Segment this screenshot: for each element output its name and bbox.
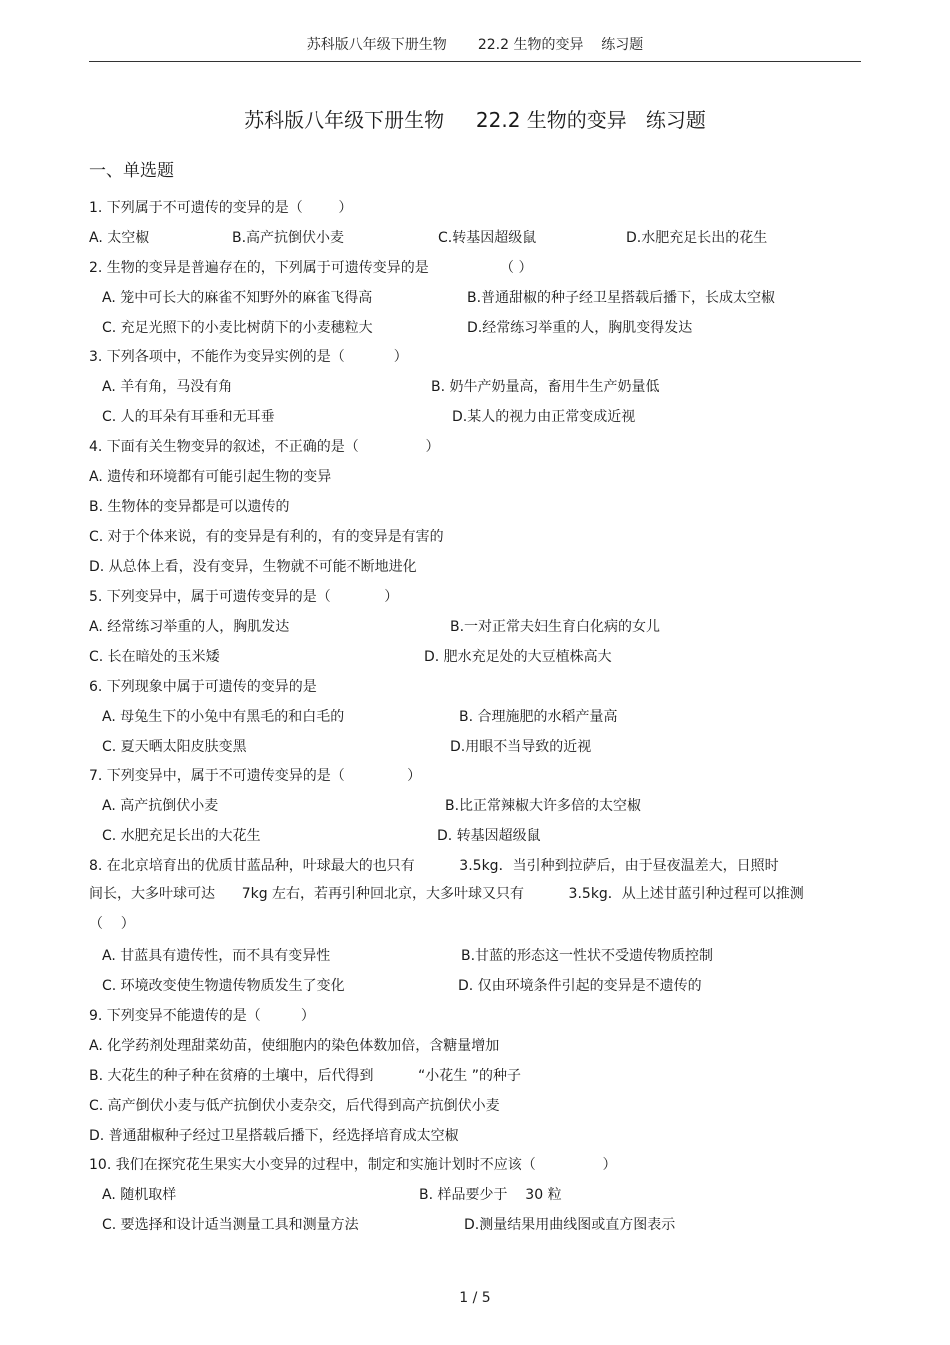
question-4-option-a: A. 遗传和环境都有可能引起生物的变异 bbox=[89, 469, 332, 485]
question-8-option-b: B.甘蓝的形态这一性状不受遗传物质控制 bbox=[461, 948, 714, 964]
question-8-option-a: A. 甘蓝具有遗传性，而不具有变异性 bbox=[102, 948, 331, 964]
question-6-option-c: C. 夏天晒太阳皮肤变黑 bbox=[102, 739, 247, 755]
question-8-stem-line2: 间长，大多叶球可达 7kg 左右，若再引种回北京，大多叶球又只有 3.5kg．从上述甘蓝引种过程可以推测 bbox=[89, 886, 804, 902]
question-4-stem: 4. 下面有关生物变异的叙述，不正确的是（ ） bbox=[89, 439, 440, 455]
question-6-stem: 6. 下列现象中属于可遗传的变异的是 bbox=[89, 679, 317, 695]
question-6-option-b: B. 合理施肥的水稻产量高 bbox=[459, 709, 618, 725]
question-1-option-d: D.水肥充足长出的花生 bbox=[626, 230, 768, 246]
question-10-option-a: A. 随机取样 bbox=[102, 1187, 177, 1203]
question-3-option-d: D.某人的视力由正常变成近视 bbox=[452, 409, 636, 425]
question-7-option-c: C. 水肥充足长出的大花生 bbox=[102, 828, 261, 844]
question-9-stem: 9. 下列变异不能遗传的是（ ） bbox=[89, 1008, 315, 1024]
question-7-option-d: D. 转基因超级鼠 bbox=[437, 828, 541, 844]
page-number: 1 / 5 bbox=[459, 1290, 491, 1306]
question-5-option-d: D. 肥水充足处的大豆植株高大 bbox=[424, 649, 612, 665]
question-5-option-a: A. 经常练习举重的人，胸肌发达 bbox=[89, 619, 290, 635]
question-10-option-d: D.测量结果用曲线图或直方图表示 bbox=[464, 1217, 676, 1233]
question-5-option-b: B.一对正常夫妇生育白化病的女儿 bbox=[450, 619, 661, 635]
question-3-stem: 3. 下列各项中，不能作为变异实例的是（ ） bbox=[89, 349, 408, 365]
question-4-option-d: D. 从总体上看，没有变异，生物就不可能不断地进化 bbox=[89, 559, 417, 575]
header-divider bbox=[89, 61, 861, 62]
question-8-option-c: C. 环境改变使生物遗传物质发生了变化 bbox=[102, 978, 345, 994]
question-7-option-b: B.比正常辣椒大许多倍的太空椒 bbox=[445, 798, 642, 814]
question-10-option-c: C. 要选择和设计适当测量工具和测量方法 bbox=[102, 1217, 359, 1233]
question-8-option-d: D. 仅由环境条件引起的变异是不遗传的 bbox=[458, 978, 702, 994]
question-7-stem: 7. 下列变异中，属于不可遗传变异的是（ ） bbox=[89, 768, 422, 784]
question-9-option-b: B. 大花生的种子种在贫瘠的土壤中，后代得到 “小花生 ”的种子 bbox=[89, 1068, 521, 1084]
question-1-option-b: B.高产抗倒伏小麦 bbox=[232, 230, 345, 246]
document-title: 苏科版八年级下册生物 22.2 生物的变异 练习题 bbox=[244, 108, 706, 132]
question-9-option-c: C. 高产倒伏小麦与低产抗倒伏小麦杂交，后代得到高产抗倒伏小麦 bbox=[89, 1098, 500, 1114]
question-3-option-b: B. 奶牛产奶量高，畜用牛生产奶量低 bbox=[431, 379, 660, 395]
section-heading: 一、单选题 bbox=[89, 161, 174, 181]
question-1-option-c: C.转基因超级鼠 bbox=[438, 230, 537, 246]
question-2-option-a: A. 笼中可长大的麻雀不知野外的麻雀飞得高 bbox=[102, 290, 373, 306]
question-1-stem: 1. 下列属于不可遗传的变异的是（ ） bbox=[89, 200, 353, 216]
question-2-option-b: B.普通甜椒的种子经卫星搭载后播下，长成太空椒 bbox=[467, 290, 776, 306]
question-3-option-a: A. 羊有角，马没有角 bbox=[102, 379, 233, 395]
question-1-option-a: A. 太空椒 bbox=[89, 230, 150, 246]
question-4-option-c: C. 对于个体来说，有的变异是有利的，有的变异是有害的 bbox=[89, 529, 444, 545]
question-9-option-d: D. 普通甜椒种子经过卫星搭载后播下，经选择培育成太空椒 bbox=[89, 1128, 459, 1144]
question-2-option-d: D.经常练习举重的人，胸肌变得发达 bbox=[467, 320, 693, 336]
question-8-stem-line1: 8. 在北京培育出的优质甘蓝品种，叶球最大的也只有 3.5kg．当引种到拉萨后，由于昼夜温差大，日照时 bbox=[89, 858, 779, 874]
question-10-stem: 10. 我们在探究花生果实大小变异的过程中，制定和实施计划时不应该（ ） bbox=[89, 1157, 617, 1173]
question-5-option-c: C. 长在暗处的玉米矮 bbox=[89, 649, 220, 665]
question-4-option-b: B. 生物体的变异都是可以遗传的 bbox=[89, 499, 290, 515]
question-8-stem-line3: （ ） bbox=[89, 916, 135, 932]
page-header: 苏科版八年级下册生物 22.2 生物的变异 练习题 bbox=[306, 37, 644, 53]
question-3-option-c: C. 人的耳朵有耳垂和无耳垂 bbox=[102, 409, 275, 425]
question-6-option-d: D.用眼不当导致的近视 bbox=[450, 739, 592, 755]
question-9-option-a: A. 化学药剂处理甜菜幼苗，使细胞内的染色体数加倍，含糖量增加 bbox=[89, 1038, 500, 1054]
question-2-option-c: C. 充足光照下的小麦比树荫下的小麦穗粒大 bbox=[102, 320, 373, 336]
question-10-option-b: B. 样品要少于 30 粒 bbox=[419, 1187, 562, 1203]
question-2-stem: 2. 生物的变异是普遍存在的，下列属于可遗传变异的是 （ ） bbox=[89, 260, 533, 276]
question-6-option-a: A. 母兔生下的小兔中有黑毛的和白毛的 bbox=[102, 709, 345, 725]
question-5-stem: 5. 下列变异中，属于可遗传变异的是（ ） bbox=[89, 589, 399, 605]
question-7-option-a: A. 高产抗倒伏小麦 bbox=[102, 798, 219, 814]
